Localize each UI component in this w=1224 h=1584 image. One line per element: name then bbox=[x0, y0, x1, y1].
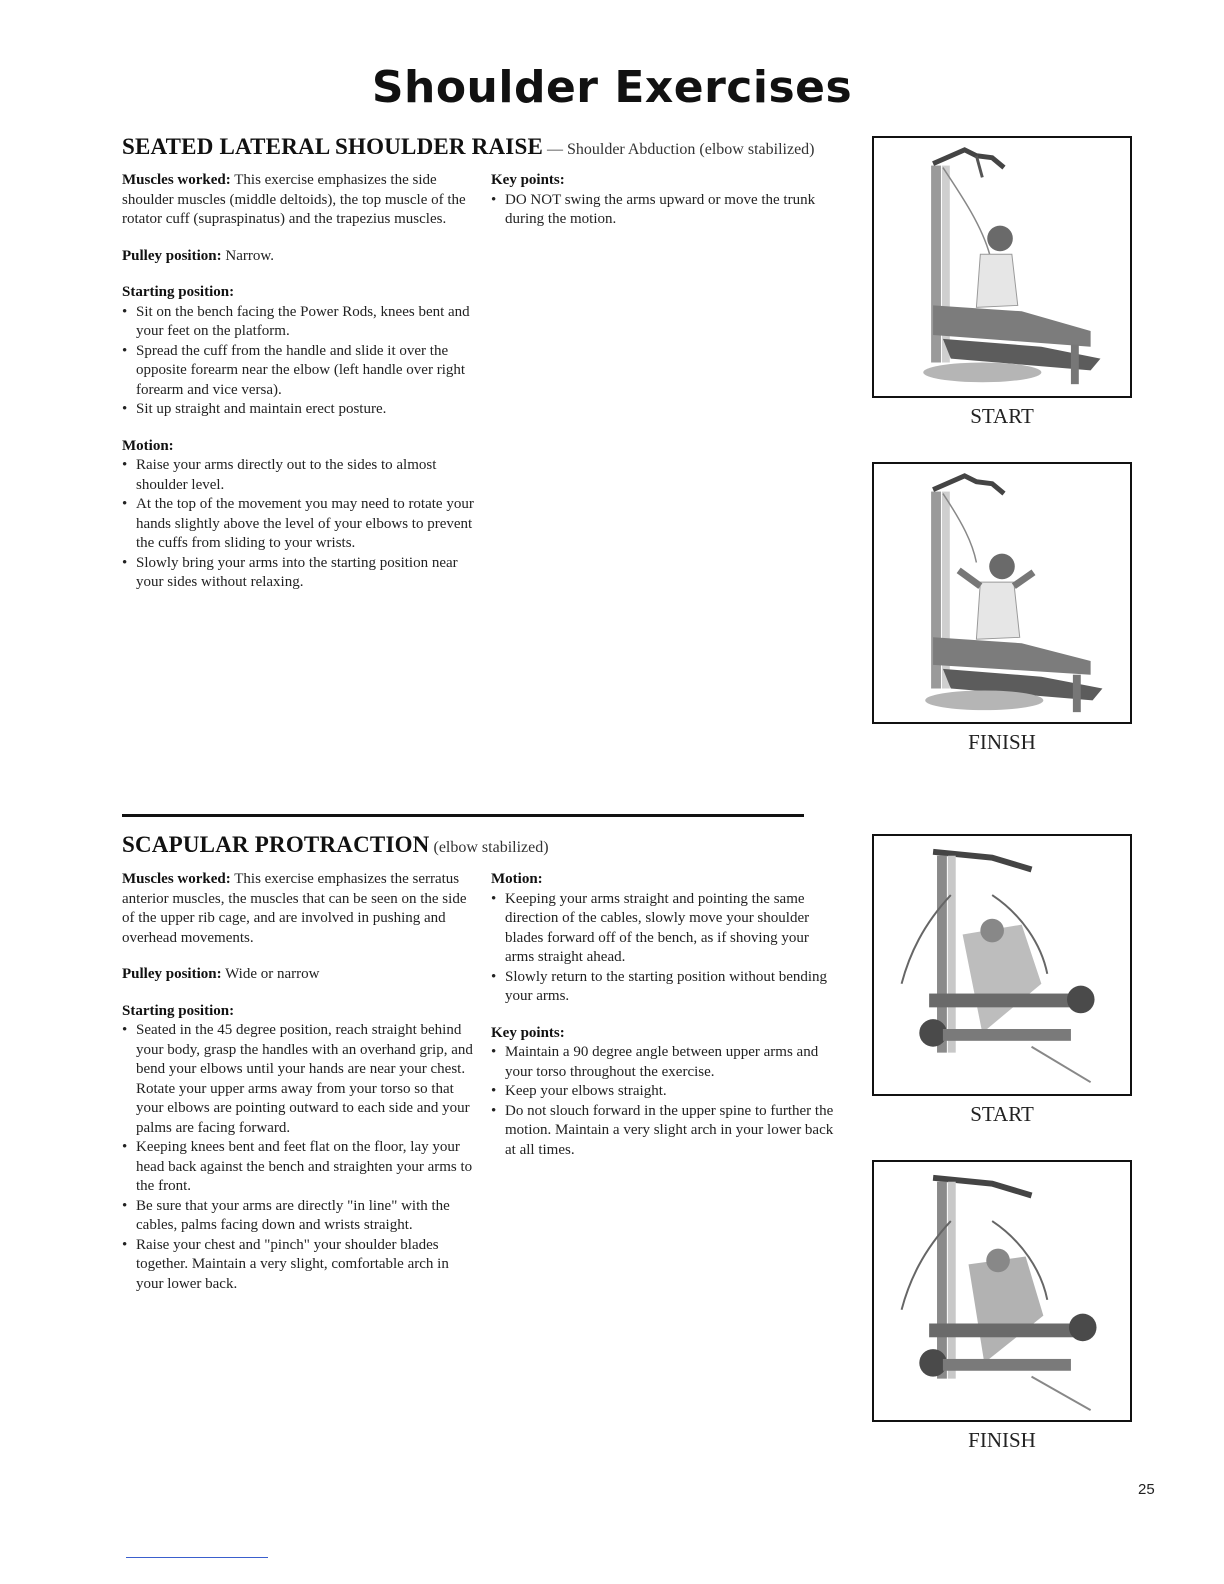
section-title-lateral-raise bbox=[122, 134, 815, 160]
home-gym-illustration bbox=[874, 464, 1130, 722]
footer-rule bbox=[126, 1557, 268, 1558]
list-item: • Raise your arms directly out to the sides to almost shoulder level. bbox=[122, 456, 474, 495]
motion-list bbox=[122, 456, 474, 593]
list-item: • Seated in the 45 degree position, reach straight behind your body, grasp the handles with an overhand grip, and bend your elbows until your hands are near your chest. Rotate your upper arms away from your torso so that your elbows are pointing outward to each side and your palms are facing forward. bbox=[122, 1021, 474, 1138]
starting-position-list bbox=[122, 1021, 474, 1294]
starting-position-label: Starting position: bbox=[122, 1002, 235, 1019]
protraction-finish-photo bbox=[872, 1160, 1132, 1422]
home-gym-illustration bbox=[874, 836, 1130, 1094]
protraction-left-column bbox=[122, 870, 474, 1311]
list-item: • At the top of the movement you may need to rotate your hands slightly above the level of your elbows to prevent the cuffs from sliding to your wrists. bbox=[122, 495, 474, 554]
protraction-right-column bbox=[491, 870, 839, 1177]
muscles-worked bbox=[122, 171, 474, 230]
motion-label: Motion: bbox=[122, 437, 174, 454]
starting-position-list bbox=[122, 303, 474, 420]
list-item: • DO NOT swing the arms upward or move the trunk during the motion. bbox=[491, 191, 821, 230]
list-item: • Keep your elbows straight. bbox=[491, 1082, 839, 1102]
list-item: • Spread the cuff from the handle and slide it over the opposite forearm near the elbow (left handle over right forearm and vice versa). bbox=[122, 342, 474, 401]
pulley-position-text: Wide or narrow bbox=[225, 966, 320, 982]
list-item: • Sit on the bench facing the Power Rods, knees bent and your feet on the platform. bbox=[122, 303, 474, 342]
key-points-list bbox=[491, 191, 821, 230]
pulley-position bbox=[122, 247, 474, 267]
section-divider bbox=[122, 814, 804, 817]
section-title-main: SCAPULAR PROTRACTION bbox=[122, 832, 430, 857]
list-item: • Be sure that your arms are directly "in line" with the cables, palms facing down and wrists straight. bbox=[122, 1197, 474, 1236]
list-item: • Slowly bring your arms into the starting position near your sides without relaxing. bbox=[122, 554, 474, 593]
pulley-position bbox=[122, 965, 474, 985]
caption-start: START bbox=[970, 1102, 1034, 1126]
list-item: • Do not slouch forward in the upper spine to further the motion. Maintain a very slight arch in your lower back at all times. bbox=[491, 1102, 839, 1161]
lateral-raise-left-column bbox=[122, 171, 474, 610]
list-item: • Keeping your arms straight and pointing the same direction of the cables, slowly move your shoulder blades forward off of the bench, as if shoving your arms straight ahead. bbox=[491, 890, 839, 968]
list-item: • Slowly return to the starting position without bending your arms. bbox=[491, 968, 839, 1007]
muscles-worked-text: This exercise emphasizes the serratus anterior muscles, the muscles that can be seen on the side of the upper rib cage, and are involved in pushing and overhead movements. bbox=[122, 871, 467, 946]
page-number: 25 bbox=[1138, 1481, 1155, 1498]
muscles-worked-text: This exercise emphasizes the side shoulder muscles (middle deltoids), the top muscle of the rotator cuff (supraspinatus) and the trapezius muscles. bbox=[122, 172, 466, 227]
page-title: Shoulder Exercises bbox=[371, 62, 853, 113]
section-title-sub: — Shoulder Abduction (elbow stabilized) bbox=[546, 141, 815, 158]
caption-start: START bbox=[970, 404, 1034, 428]
starting-position-label: Starting position: bbox=[122, 284, 235, 300]
motion-label: Motion: bbox=[491, 871, 543, 887]
home-gym-illustration bbox=[874, 1162, 1130, 1420]
muscles-worked bbox=[122, 870, 474, 948]
key-points-list bbox=[491, 1043, 839, 1160]
lateral-raise-right-column bbox=[491, 171, 821, 247]
caption-finish: FINISH bbox=[968, 1428, 1036, 1452]
motion-list bbox=[491, 890, 839, 1007]
home-gym-illustration bbox=[874, 138, 1130, 396]
lateral-raise-finish-photo bbox=[872, 462, 1132, 724]
section-title-sub: (elbow stabilized) bbox=[433, 839, 549, 856]
pulley-position-label: Pulley position: bbox=[122, 247, 222, 264]
key-points-label: Key points: bbox=[491, 1024, 565, 1041]
muscles-worked-label: Muscles worked: bbox=[122, 871, 231, 887]
pulley-position-label: Pulley position: bbox=[122, 966, 222, 982]
protraction-start-photo bbox=[872, 834, 1132, 1096]
section-title-scapular-protraction bbox=[122, 832, 549, 858]
list-item: • Sit up straight and maintain erect posture. bbox=[122, 400, 474, 420]
muscles-worked-label: Muscles worked: bbox=[122, 172, 231, 188]
pulley-position-text: Narrow. bbox=[225, 247, 274, 264]
section-title-main: SEATED LATERAL SHOULDER RAISE bbox=[122, 134, 543, 159]
caption-finish: FINISH bbox=[968, 730, 1036, 754]
list-item: • Keeping knees bent and feet flat on the floor, lay your head back against the bench and straighten your arms to the front. bbox=[122, 1138, 474, 1197]
list-item: • Raise your chest and "pinch" your shoulder blades together. Maintain a very slight, comfortable arch in your lower back. bbox=[122, 1236, 474, 1295]
lateral-raise-start-photo bbox=[872, 136, 1132, 398]
list-item: • Maintain a 90 degree angle between upper arms and your torso throughout the exercise. bbox=[491, 1043, 839, 1082]
key-points-label: Key points: bbox=[491, 172, 565, 188]
